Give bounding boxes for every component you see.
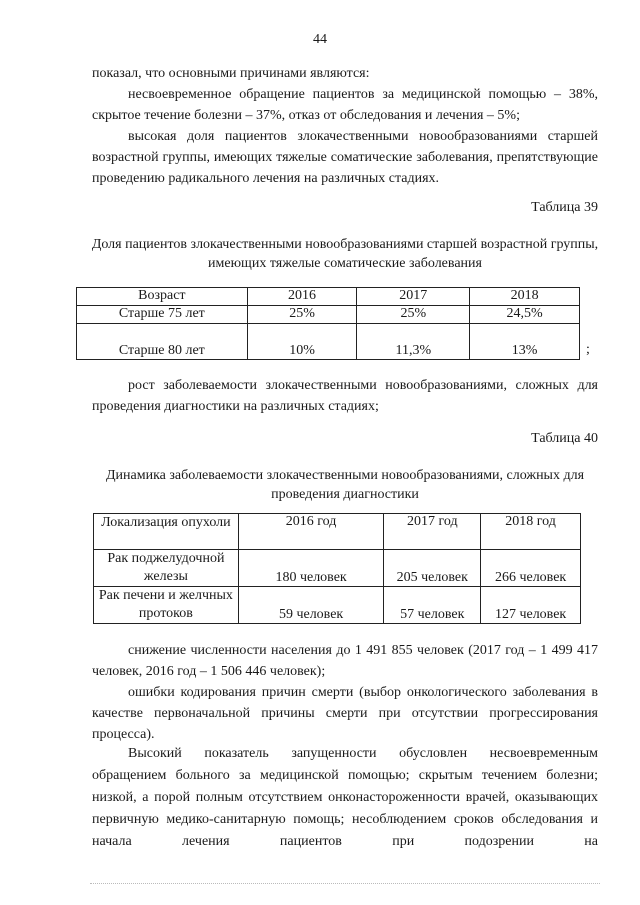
table39-cell: 24,5%: [470, 306, 580, 324]
table40-cell: 59 человек: [238, 587, 384, 624]
table-row: [94, 587, 581, 624]
reason-population-decline: снижение численности населения до 1 491 855 человек (2017 год – 1 499 417 человек, 2016 год – 1 506 446 человек);: [92, 643, 598, 679]
table39-cell: 10%: [247, 324, 357, 360]
table39-title: Доля пациентов злокачественными новообразованиями старшей возрастной группы, имеющих тяжелые соматические заболевания: [91, 237, 599, 271]
table40-header-cell: 2018 год: [481, 514, 581, 550]
table39: [76, 287, 580, 360]
reason-coding-errors: ошибки кодирования причин смерти (выбор онкологического заболевания в качестве первоначальной причины смерти при отсутствии прогрессирования процесса).: [92, 685, 598, 742]
table40-label: Таблица 40: [531, 431, 598, 446]
table40-cell: 180 человек: [238, 550, 384, 587]
table40-cell: 127 человек: [481, 587, 581, 624]
table-row: [77, 324, 580, 360]
table40-cell: 57 человек: [384, 587, 481, 624]
table39-cell: 25%: [357, 306, 470, 324]
table39-label: Таблица 39: [531, 200, 598, 215]
table40-header-row: [94, 514, 581, 550]
table40-cell: Рак печени и желчных протоков: [94, 587, 239, 624]
table39-header-cell: 2017: [357, 288, 470, 306]
table39-header-cell: Возраст: [77, 288, 248, 306]
table39-header-row: [77, 288, 580, 306]
table40: [93, 513, 581, 624]
table40-cell: Рак поджелудочной железы: [94, 550, 239, 587]
table-row: [94, 550, 581, 587]
table39-cell: Старше 80 лет: [77, 324, 248, 360]
table39-cell: 11,3%: [357, 324, 470, 360]
table39-header-cell: 2018: [470, 288, 580, 306]
table40-title: Динамика заболеваемости злокачественными новообразованиями, сложных для проведения диагностики: [105, 468, 585, 502]
table40-cell: 266 человек: [481, 550, 581, 587]
table39-semicolon: ;: [586, 342, 590, 357]
table39-cell: Старше 75 лет: [77, 306, 248, 324]
reason-late-appeal: несвоевременное обращение пациентов за медицинской помощью – 38%, скрытое течение болезни – 37%, отказ от обследования и лечения – 5%;: [92, 87, 598, 123]
page-number: 44: [313, 32, 327, 47]
table40-header-cell: Локализация опухоли: [94, 514, 239, 550]
table40-header-cell: 2016 год: [238, 514, 384, 550]
scan-artifact-line: [90, 883, 600, 884]
final-paragraph: Высокий показатель запущенности обусловлен несвоевременным обращением больного за медицинской помощью; скрытым течением болезни; низкой, а порой полным отсутствием онконастороженности врачей, оказывающих первичную медико-санитарную помощь; несоблюдением сроков обследования и начала лечения пациентов при подозрении на: [92, 746, 598, 849]
table39-cell: 13%: [470, 324, 580, 360]
reason-incidence-growth: рост заболеваемости злокачественными новообразованиями, сложных для проведения диагностики на различных стадиях;: [92, 378, 598, 414]
table40-cell: 205 человек: [384, 550, 481, 587]
table40-header-cell: 2017 год: [384, 514, 481, 550]
table-row: [77, 306, 580, 324]
intro-line: показал, что основными причинами являются:: [92, 66, 370, 81]
reason-elderly-share: высокая доля пациентов злокачественными новообразованиями старшей возрастной группы, имеющих тяжелые соматические заболевания, препятствующие проведению радикального лечения на различных стадиях.: [92, 129, 598, 186]
table39-header-cell: 2016: [247, 288, 357, 306]
table39-cell: 25%: [247, 306, 357, 324]
